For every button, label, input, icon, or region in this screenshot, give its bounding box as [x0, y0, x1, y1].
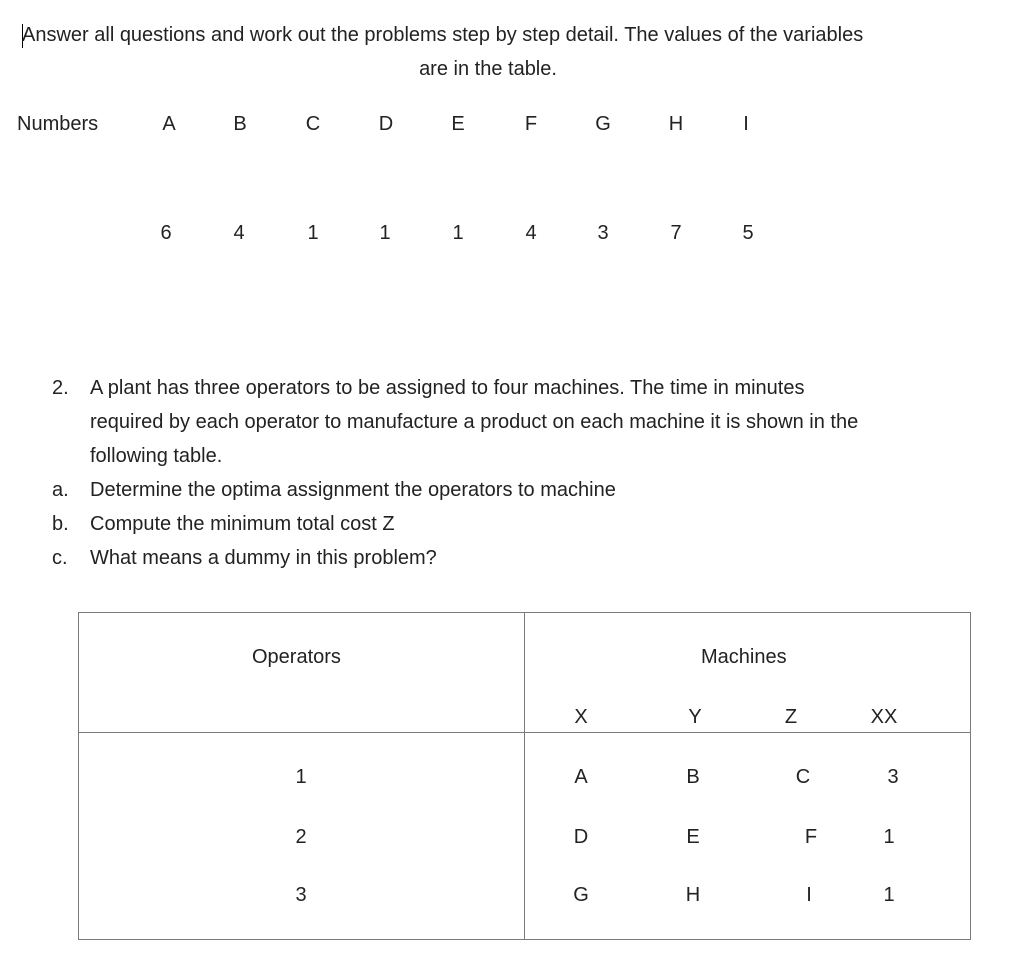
table-cell: I — [806, 884, 812, 906]
machines-header: Machines — [701, 646, 787, 668]
variable-letter: A — [162, 113, 176, 135]
part-text: What means a dummy in this problem? — [90, 547, 437, 569]
variable-value: 3 — [597, 222, 609, 244]
part-text: Compute the minimum total cost Z — [90, 513, 395, 535]
instructions-line-2: are in the table. — [419, 58, 557, 80]
table-cell: D — [573, 826, 589, 848]
part-text: Determine the optima assignment the operators to machine — [90, 479, 616, 501]
table-cell: H — [685, 884, 701, 906]
variable-letter: H — [668, 113, 684, 135]
question-number: 2. — [52, 377, 69, 399]
question-text-line: following table. — [90, 445, 223, 467]
table-border-right — [970, 612, 971, 940]
variable-value: 6 — [160, 222, 172, 244]
part-label: c. — [52, 547, 68, 569]
table-column-divider — [524, 612, 525, 940]
variable-value: 1 — [452, 222, 464, 244]
table-border-left — [78, 612, 79, 940]
operator-number: 3 — [295, 884, 307, 906]
numbers-label: Numbers — [17, 113, 99, 135]
table-cell: 3 — [887, 766, 899, 788]
table-cell: A — [574, 766, 588, 788]
machine-label: XX — [870, 706, 898, 728]
variable-letter: E — [451, 113, 465, 135]
variable-letter: G — [595, 113, 611, 135]
operator-number: 2 — [295, 826, 307, 848]
variable-letter: I — [743, 113, 749, 135]
variable-letter: D — [378, 113, 394, 135]
instructions-line-1: Answer all questions and work out the problems step by step detail. The values of the variables — [22, 24, 864, 46]
variable-letter: F — [524, 113, 538, 135]
part-label: a. — [52, 479, 69, 501]
variable-value: 1 — [307, 222, 319, 244]
machine-label: X — [574, 706, 588, 728]
table-cell: B — [686, 766, 700, 788]
variable-value: 7 — [670, 222, 682, 244]
table-cell: 1 — [883, 884, 895, 906]
variable-value: 4 — [233, 222, 245, 244]
operator-number: 1 — [295, 766, 307, 788]
table-cell: C — [795, 766, 811, 788]
variable-value: 5 — [742, 222, 754, 244]
machine-label: Y — [688, 706, 702, 728]
part-label: b. — [52, 513, 69, 535]
variable-letter: B — [233, 113, 247, 135]
table-cell: E — [686, 826, 700, 848]
machine-label: Z — [784, 706, 798, 728]
question-text-line: A plant has three operators to be assigned to four machines. The time in minutes — [90, 377, 805, 399]
variable-value: 1 — [379, 222, 391, 244]
operators-header: Operators — [252, 646, 341, 668]
table-cell: G — [573, 884, 589, 906]
question-text-line: required by each operator to manufacture a product on each machine it is shown in the — [90, 411, 859, 433]
table-cell: 1 — [883, 826, 895, 848]
variable-letter: C — [305, 113, 321, 135]
table-cell: F — [804, 826, 818, 848]
variable-value: 4 — [525, 222, 537, 244]
